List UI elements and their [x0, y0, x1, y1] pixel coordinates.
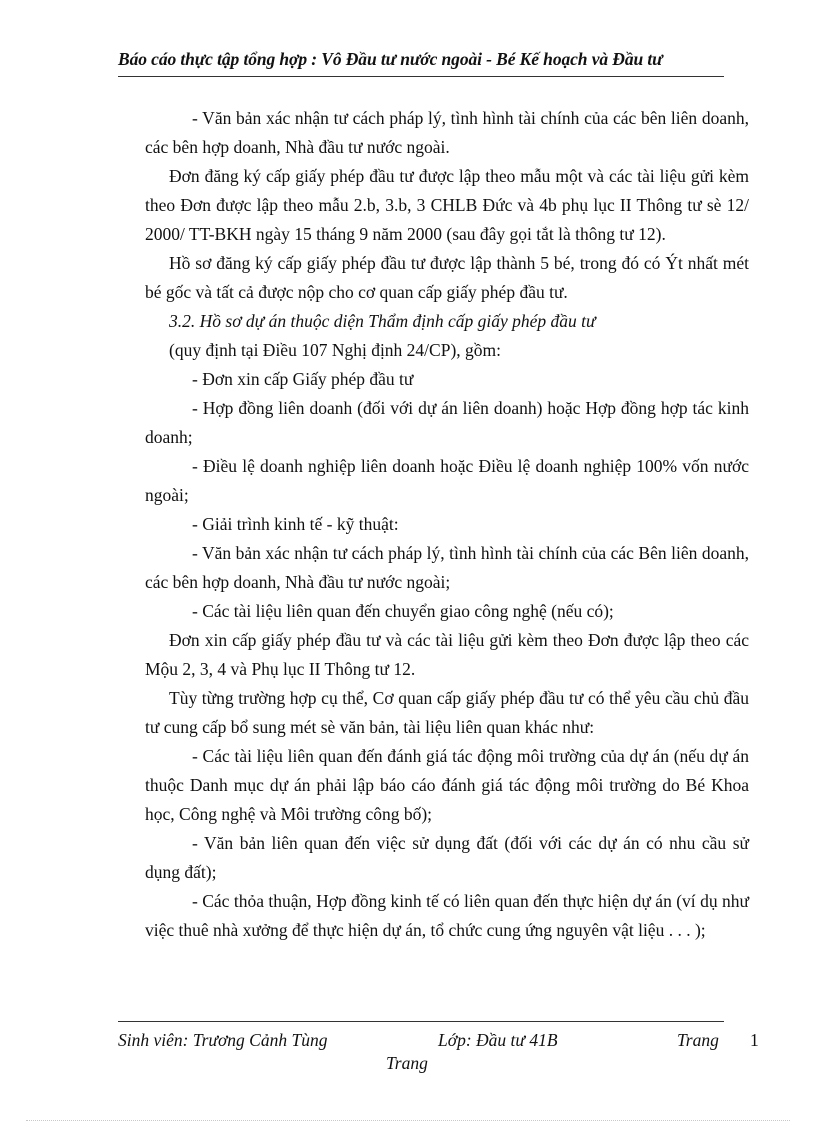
paragraph: (quy định tại Điều 107 Nghị định 24/CP), gồm:: [169, 340, 502, 360]
page-number: 1: [750, 1030, 759, 1050]
bullet-item: - Các tài liệu liên quan đến chuyển giao công nghệ (nếu có);: [192, 601, 614, 621]
section-heading: 3.2. Hồ sơ dự án thuộc diện Thẩm định cấp giấy phép đầu tư: [169, 311, 596, 331]
document-body: [145, 104, 749, 945]
bullet-item: - Hợp đồng liên doanh (đối với dự án liên doanh) hoặc Hợp đồng hợp tác kinh doanh;: [145, 398, 749, 447]
footer-student: Sinh viên: Trương Cảnh Tùng: [118, 1030, 328, 1050]
bullet-item: - Các tài liệu liên quan đến đánh giá tác động môi trường của dự án (nếu dự án thuộc Danh mục dự án phải lập báo cáo đánh giá tác động môi trường do Bé Khoa học, Công nghệ và Môi trường công bố);: [145, 746, 749, 824]
footer-trang-label-2: Trang: [386, 1053, 428, 1073]
paragraph: Hồ sơ đăng ký cấp giấy phép đầu tư được lập thành 5 bé, trong đó có Ýt nhất mét bé gốc và tất cả được nộp cho cơ quan cấp giấy phép đầu tư.: [145, 253, 749, 302]
bullet-item: - Văn bản liên quan đến việc sử dụng đất (đối với các dự án có nhu cầu sử dụng đất);: [145, 833, 749, 882]
header-divider: [118, 76, 724, 77]
bullet-item: - Giải trình kinh tế - kỹ thuật:: [192, 514, 399, 534]
bullet-item: - Văn bản xác nhận tư cách pháp lý, tình hình tài chính của các Bên liên doanh, các bên hợp doanh, Nhà đầu tư nước ngoài;: [145, 543, 749, 592]
page-bottom-edge: [26, 1120, 790, 1121]
bullet-item: - Các thỏa thuận, Hợp đồng kinh tế có liên quan đến thực hiện dự án (ví dụ như việc thuê nhà xưởng để thực hiện dự án, tổ chức cung ứng nguyên vật liệu . . . );: [145, 891, 749, 940]
footer-class: Lớp: Đầu tư 41B: [438, 1030, 558, 1050]
footer-divider: [118, 1021, 724, 1022]
paragraph: Đơn đăng ký cấp giấy phép đầu tư được lập theo mẫu một và các tài liệu gửi kèm theo Đơn được lập theo mẫu 2.b, 3.b, 3 CHLB Đức và 4b phụ lục II Thông tư sè 12/ 2000/ TT-BKH ngày 15 tháng 9 năm 2000 (sau đây gọi tắt là thông tư 12).: [145, 166, 749, 244]
bullet-item: - Điều lệ doanh nghiệp liên doanh hoặc Điều lệ doanh nghiệp 100% vốn nước ngoài;: [145, 456, 749, 505]
bullet-item: - Đơn xin cấp Giấy phép đầu tư: [192, 369, 414, 389]
paragraph: Tùy từng trường hợp cụ thể, Cơ quan cấp giấy phép đầu tư có thể yêu cầu chủ đầu tư cung cấp bổ sung mét sè văn bản, tài liệu liên quan khác như:: [145, 688, 749, 737]
page-header: Báo cáo thực tập tổng hợp : Vô Đầu tư nước ngoài - Bé Kế hoạch và Đầu tư: [118, 49, 663, 69]
paragraph: Đơn xin cấp giấy phép đầu tư và các tài liệu gửi kèm theo Đơn được lập theo các Mộu 2, 3, 4 và Phụ lục II Thông tư 12.: [145, 630, 749, 679]
footer-trang-label: Trang: [677, 1030, 719, 1050]
bullet-item: - Văn bản xác nhận tư cách pháp lý, tình hình tài chính của các bên liên doanh, các bên hợp doanh, Nhà đầu tư nước ngoài.: [145, 108, 749, 157]
